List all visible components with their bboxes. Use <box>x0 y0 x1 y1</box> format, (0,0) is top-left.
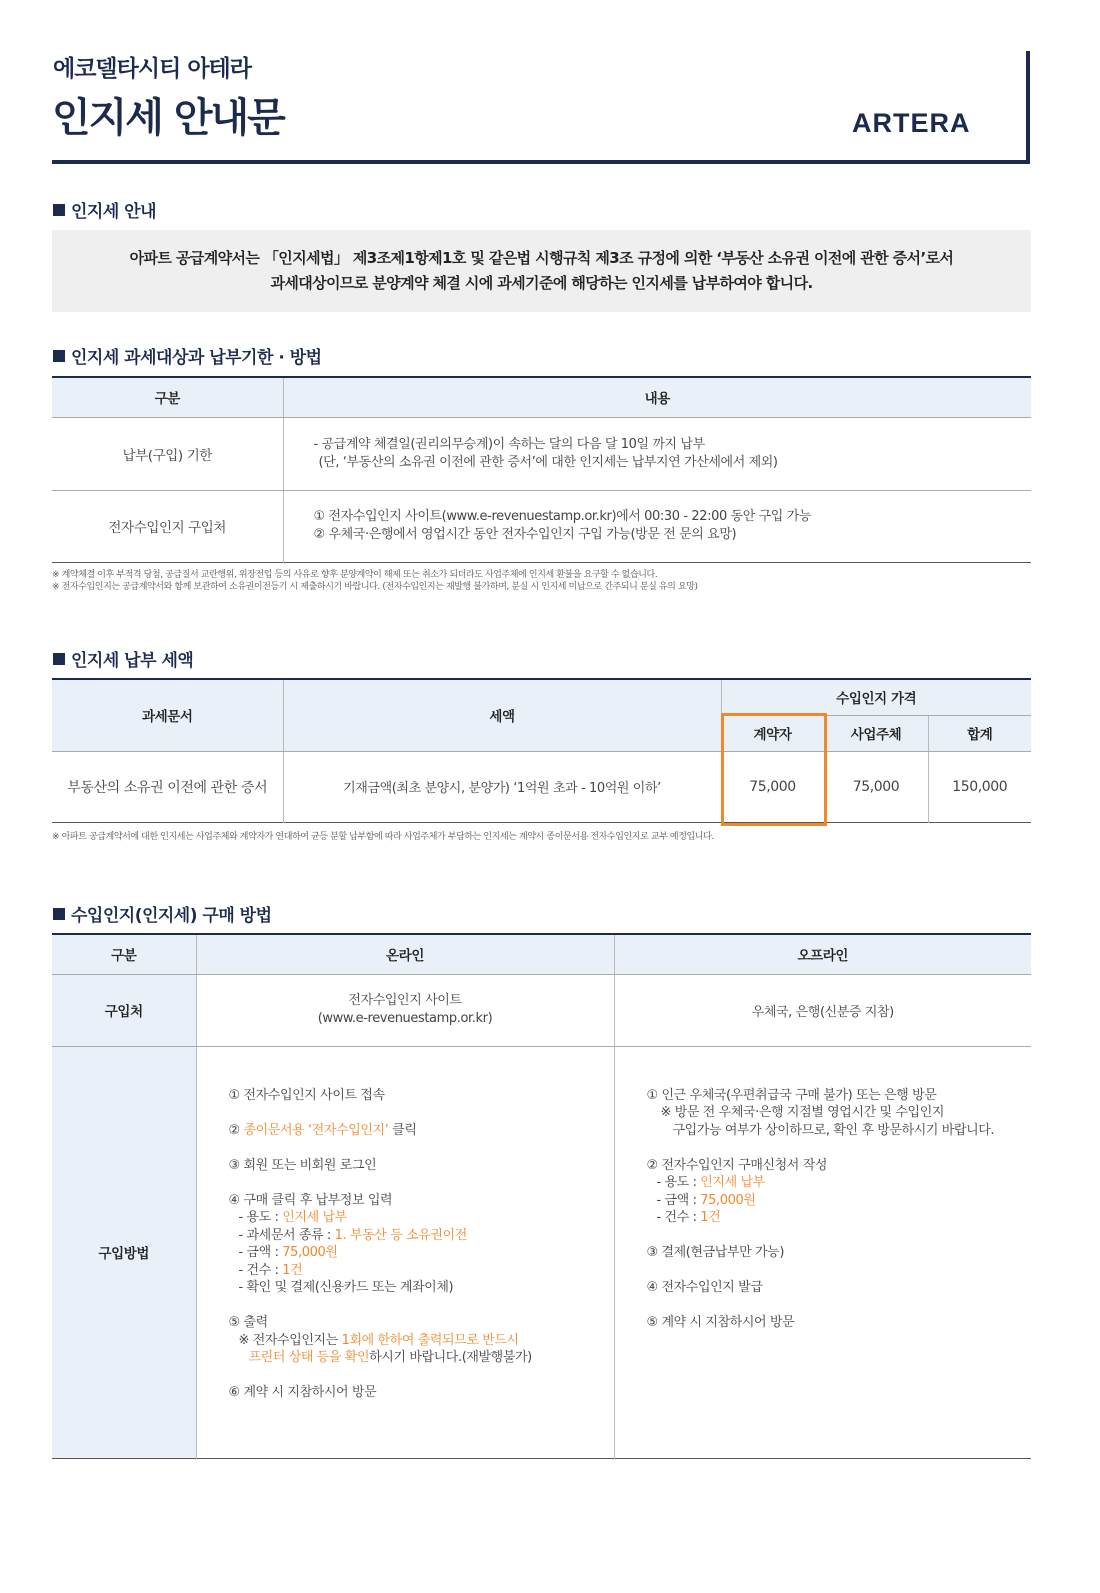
step: ② 종이문서용 ‘전자수입인지’ 클릭 <box>228 1122 417 1138</box>
step-detail: - 금액 : 75,000원 <box>238 1245 338 1260</box>
tax-cell: 기재금액(최초 분양시, 분양가) ‘1억원 초과 - 10억원 이하’ <box>283 751 721 822</box>
step: ① 전자수입인지 사이트 접속 <box>228 1087 385 1103</box>
step-detail: - 건수 : 1건 <box>656 1210 721 1225</box>
content-line: - 공급계약 체결일(권리의무승계)이 속하는 달의 다음 달 10일 까지 납부 <box>313 436 705 452</box>
tax-amount-table <box>52 678 1031 823</box>
table-row <box>52 974 1031 1046</box>
step: ⑥ 계약 시 지참하시어 방문 <box>228 1385 377 1400</box>
content-line: ① 전자수입인지 사이트(www.e-revenuestamp.or.kr)에서 00:30 - 22:00 동안 구입 가능 <box>313 509 812 524</box>
document-title: 인지세 안내문 <box>52 95 284 141</box>
table-header-row <box>52 679 1031 715</box>
content-line: 전자수입인지 사이트 <box>348 993 462 1008</box>
table-row <box>52 1046 1031 1458</box>
table-row <box>52 751 1031 822</box>
section-title-text: 수입인지(인지세) 구매 방법 <box>71 906 272 926</box>
step: ⑤ 출력 <box>228 1315 268 1330</box>
step-detail: - 확인 및 결제(신용카드 또는 계좌이체) <box>238 1280 454 1295</box>
header-cell: 수입인지 가격 <box>721 679 1031 715</box>
section-title-text: 인지세 안내 <box>71 202 157 222</box>
step: ④ 전자수입인지 발급 <box>646 1280 763 1295</box>
step-detail: 구입가능 여부가 상이하므로, 확인 후 방문하시기 바랍니다. <box>672 1122 995 1138</box>
header-cell: 내용 <box>283 377 1031 417</box>
header-divider-horizontal <box>52 160 1030 164</box>
footnote: ※ 아파트 공급계약서에 대한 인지세는 사업주체와 계약자가 연대하여 균등 분할 납부함에 따라 사업주체가 부담하는 인지세는 계약시 종이문서용 전자수입인지로 교부 예정입니다. <box>52 832 714 842</box>
step: ③ 결제(현금납부만 가능) <box>646 1245 784 1260</box>
offline-steps <box>647 1087 1032 1332</box>
step-detail: ※ 전자수입인지는 1회에 한하여 출력되므로 반드시 <box>238 1332 519 1348</box>
footnote: ※ 계약체결 이후 부적격 당첨, 공급질서 교란행위, 위장전입 등의 사유로 향후 분양계약이 해제 또는 취소가 되더라도 사업주체에 인지세 환불을 요구할 수 없습니다. <box>52 570 658 580</box>
step-detail: - 과세문서 종류 : 1. 부동산 등 소유권이전 <box>238 1227 467 1243</box>
section-title-taxable-deadline <box>53 343 322 368</box>
content-line: ② 우체국·은행에서 영업시간 동안 전자수입인지 구입 가능(방문 전 문의 요망) <box>313 527 737 542</box>
deadline-method-table <box>52 376 1031 563</box>
table-header-row <box>52 377 1031 417</box>
section-title-text: 인지세 납부 세액 <box>71 651 194 671</box>
brand-logo: ARTERA <box>852 108 971 138</box>
step-detail: - 용도 : 인지세 납부 <box>656 1175 765 1190</box>
online-steps <box>229 1087 614 1402</box>
table-header-row <box>52 934 1031 974</box>
table-row <box>52 490 1031 562</box>
square-bullet-icon <box>53 350 65 362</box>
doc-cell: 부동산의 소유권 이전에 관한 증서 <box>52 751 283 822</box>
header-cell: 사업주체 <box>824 715 928 751</box>
square-bullet-icon <box>53 653 65 665</box>
table-row <box>52 417 1031 490</box>
header-cell: 세액 <box>283 679 721 751</box>
row-label: 전자수입인지 구입처 <box>52 490 283 562</box>
intro-line: 과세대상이므로 분양계약 체결 시에 과세기준에 해당하는 인지세를 납부하여야 합니다. <box>270 274 813 292</box>
online-place-cell <box>196 974 614 1046</box>
step-detail: ※ 방문 전 우체국·은행 지점별 영업시간 및 수입인지 <box>660 1105 945 1120</box>
header-cell: 온라인 <box>196 934 614 974</box>
content-line: (www.e-revenuestamp.or.kr) <box>317 1011 493 1026</box>
section-title-purchase-method <box>53 901 272 926</box>
step-detail: - 건수 : 1건 <box>238 1262 303 1278</box>
step: ① 인근 우체국(우편취급국 구매 불가) 또는 은행 방문 <box>646 1087 937 1103</box>
section-title-stamp-tax-guide <box>53 197 156 222</box>
total-price-cell: 150,000 <box>952 778 1008 795</box>
section-title-text: 인지세 과세대상과 납부기한 · 방법 <box>71 348 322 368</box>
footnote: ※ 전자수입인지는 공급계약서와 함께 보관하여 소유권이전등기 시 제출하시기 바랍니다. (전자수입인지는 재발행 불가하며, 분실 시 인지세 미납으로 간주되니 분실 유의 요망) <box>52 582 698 592</box>
step: ④ 구매 클릭 후 납부정보 입력 <box>228 1192 393 1208</box>
offline-place-cell: 우체국, 은행(신분증 지참) <box>614 974 1031 1046</box>
square-bullet-icon <box>53 908 65 920</box>
intro-notice-box <box>52 230 1031 312</box>
header-cell: 합계 <box>928 715 1031 751</box>
section-title-tax-amount <box>53 646 193 671</box>
contractor-price-cell: 75,000 <box>721 751 824 822</box>
row-label: 구입방법 <box>52 1046 196 1458</box>
row-label: 구입처 <box>52 974 196 1046</box>
row-content <box>283 417 1031 490</box>
step-detail: - 용도 : 인지세 납부 <box>238 1210 347 1225</box>
purchase-method-table <box>52 933 1031 1459</box>
step-detail: - 금액 : 75,000원 <box>656 1192 756 1208</box>
document-subtitle: 에코델타시티 아테라 <box>53 56 251 82</box>
step: ③ 회원 또는 비회원 로그인 <box>228 1157 377 1173</box>
offline-steps-cell <box>614 1046 1031 1458</box>
header-cell: 구분 <box>52 377 283 417</box>
square-bullet-icon <box>53 204 65 216</box>
intro-line: 아파트 공급계약서는 「인지세법」 제3조제1항제1호 및 같은법 시행규칙 제3조 규정에 의한 ‘부동산 소유권 이전에 관한 증서’로서 <box>129 249 954 267</box>
row-label: 납부(구입) 기한 <box>52 417 283 490</box>
header-cell: 과세문서 <box>52 679 283 751</box>
step: ② 전자수입인지 구매신청서 작성 <box>646 1157 828 1173</box>
step: ⑤ 계약 시 지참하시어 방문 <box>646 1315 795 1330</box>
header-cell: 구분 <box>52 934 196 974</box>
header-cell: 계약자 <box>721 715 824 751</box>
header-divider-vertical <box>1026 51 1030 164</box>
header-cell: 오프라인 <box>614 934 1031 974</box>
highlight-box <box>721 713 827 826</box>
business-price-cell: 75,000 <box>824 751 928 822</box>
online-steps-cell <box>196 1046 614 1458</box>
content-line: (단, ‘부동산의 소유권 이전에 관한 증서’에 대한 인지세는 납부지연 가산세에서 제외) <box>318 454 778 470</box>
step-detail: 프린터 상태 등을 확인하시기 바랍니다.(재발행불가) <box>248 1350 532 1365</box>
row-content <box>283 490 1031 562</box>
